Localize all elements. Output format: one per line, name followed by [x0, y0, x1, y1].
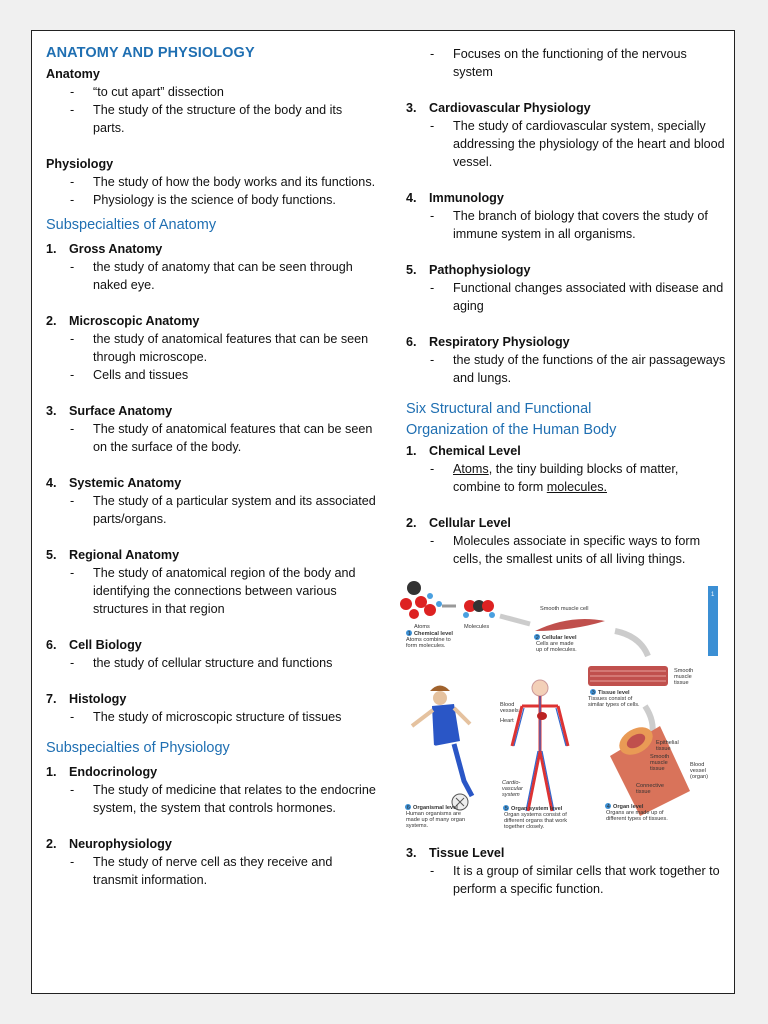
list-item: - Functional changes associated with disease and aging [430, 281, 724, 313]
molecules-icon [463, 600, 495, 618]
svg-text:Heart: Heart [500, 718, 514, 724]
svg-text:vessels: vessels [500, 708, 519, 714]
muscle-cell-icon [535, 619, 605, 631]
anatomy-label: Anatomy [46, 67, 100, 81]
cellular-level-caption: Cellular level [542, 635, 577, 641]
svg-text:together closely.: together closely. [504, 824, 545, 830]
svg-text:3: 3 [591, 690, 595, 696]
numbered-item: 4. Immunology [406, 191, 504, 205]
svg-text:system: system [502, 792, 520, 798]
svg-text:Organs are made up of: Organs are made up of [606, 810, 664, 816]
organ-level-caption: Organ level [613, 804, 644, 810]
list-item: - It is a group of similar cells that work together to perform a specific function. [430, 864, 720, 896]
svg-text:systems.: systems. [406, 823, 429, 829]
numbered-item: 2. Cellular Level [406, 516, 511, 530]
svg-text:Smooth: Smooth [650, 754, 670, 760]
molecules-label: Molecules [464, 624, 490, 630]
figure-illustration [400, 576, 720, 834]
muscle-tissue-icon [588, 666, 668, 686]
svg-text:Atoms combine to: Atoms combine to [406, 637, 451, 643]
list-item: - The study of how the body works and its functions. [70, 175, 376, 189]
list-item: - the study of anatomical features that can be seen through microscope. [70, 332, 369, 364]
page-title: ANATOMY AND PHYSIOLOGY [46, 45, 255, 61]
list-item: - Cells and tissues [70, 368, 189, 382]
document-page [31, 30, 735, 994]
chemical-level-caption: Chemical level [414, 631, 453, 637]
physiology-label: Physiology [46, 157, 114, 171]
svg-text:Connective: Connective [636, 783, 664, 789]
tab-number: 1 [711, 592, 715, 598]
section-heading-anatomy: Subspecialties of Anatomy [46, 217, 217, 233]
svg-text:(organ): (organ) [690, 774, 709, 780]
tissue-level-caption: Tissue level [598, 690, 630, 696]
svg-text:tissue: tissue [636, 789, 651, 795]
svg-text:2: 2 [535, 635, 539, 641]
list-item: - The study of a particular system and its associated parts/organs. [70, 494, 376, 526]
left-column [46, 45, 376, 889]
list-item: - The study of anatomical features that can be seen on the surface of the body. [70, 422, 373, 454]
svg-text:Tissues consist of: Tissues consist of [588, 696, 633, 702]
list-item: - The branch of biology that covers the study of immune system in all organisms. [430, 209, 708, 241]
svg-text:different types of tissues.: different types of tissues. [606, 816, 668, 822]
numbered-item: 3. Surface Anatomy [46, 404, 173, 418]
list-item: - The study of anatomical region of the body and identifying the connections between various structures in that region [70, 566, 356, 616]
list-item: - The study of nerve cell as they receive and transmit information. [70, 855, 333, 887]
svg-text:6: 6 [406, 805, 410, 811]
numbered-item: 3. Tissue Level [406, 846, 505, 860]
svg-text:1: 1 [407, 631, 411, 637]
svg-text:muscle: muscle [674, 674, 692, 680]
list-item: - “to cut apart” dissection [70, 85, 224, 99]
svg-text:similar types of cells.: similar types of cells. [588, 702, 640, 708]
list-item: - The study of medicine that relates to the endocrine system, the system that controls hormones. [70, 783, 376, 815]
svg-text:vascular: vascular [502, 786, 523, 792]
organ-system-level-caption: Organ system level [511, 806, 563, 812]
organismal-level-caption: Organismal level [413, 805, 458, 811]
list-item: - The study of microscopic structure of tissues [70, 710, 342, 724]
soccer-player-icon [406, 686, 472, 811]
numbered-item: 1. Endocrinology [46, 765, 158, 779]
svg-text:up of molecules.: up of molecules. [536, 647, 577, 653]
smooth-muscle-cell-label: Smooth muscle cell [540, 606, 589, 612]
list-item: - Atoms, the tiny building blocks of matter, combine to form molecules. [430, 462, 679, 494]
list-item: - the study of anatomy that can be seen through naked eye. [70, 260, 353, 292]
svg-text:Smooth: Smooth [674, 668, 694, 674]
svg-text:tissue: tissue [674, 680, 689, 686]
atoms-icon [400, 581, 442, 619]
list-item: - Focuses on the functioning of the nervous system [430, 47, 687, 79]
numbered-item: 2. Microscopic Anatomy [46, 314, 200, 328]
svg-text:Epithelial: Epithelial [656, 740, 679, 746]
numbered-item: 2. Neurophysiology [46, 837, 172, 851]
atoms-label: Atoms [414, 624, 430, 630]
numbered-item: 6. Respiratory Physiology [406, 335, 570, 349]
list-item: - Molecules associate in specific ways to form cells, the smallest units of all living things. [430, 534, 701, 566]
section-heading-physiology: Subspecialties of Physiology [46, 740, 230, 756]
svg-text:form molecules.: form molecules. [406, 643, 446, 649]
svg-text:tissue: tissue [656, 746, 671, 752]
svg-text:Blood: Blood [500, 702, 515, 708]
numbered-item: 7. Histology [46, 692, 127, 706]
svg-text:muscle: muscle [650, 760, 668, 766]
numbered-item: 4. Systemic Anatomy [46, 476, 182, 490]
section-heading-levels: Six Structural and Functional Organization of the Human Body [406, 401, 617, 438]
list-item: - Physiology is the science of body functions. [70, 193, 336, 207]
numbered-item: 3. Cardiovascular Physiology [406, 101, 591, 115]
svg-text:tissue: tissue [650, 766, 665, 772]
levels-of-organization-figure [400, 576, 720, 834]
numbered-item: 5. Regional Anatomy [46, 548, 180, 562]
svg-text:Human organisms are: Human organisms are [406, 811, 462, 817]
numbered-item: 1. Chemical Level [406, 444, 521, 458]
svg-text:5: 5 [504, 806, 508, 812]
svg-text:4: 4 [606, 804, 610, 810]
svg-text:Cells are made: Cells are made [536, 641, 574, 647]
right-column [406, 45, 726, 898]
svg-text:Organ systems consist of: Organ systems consist of [504, 812, 567, 818]
svg-text:Cardio-: Cardio- [502, 780, 521, 786]
numbered-item: 1. Gross Anatomy [46, 242, 163, 256]
list-item: - the study of the functions of the air passageways and lungs. [430, 353, 726, 385]
list-item: - The study of cardiovascular system, specially addressing the physiology of the heart and blood vessel. [430, 119, 725, 169]
numbered-item: 5. Pathophysiology [406, 263, 531, 277]
list-item: - the study of cellular structure and functions [70, 656, 333, 670]
svg-text:made up of many organ: made up of many organ [406, 817, 466, 823]
svg-text:different organs that work: different organs that work [504, 818, 568, 824]
numbered-item: 6. Cell Biology [46, 638, 142, 652]
list-item: - The study of the structure of the body and its parts. [70, 103, 343, 135]
svg-text:Blood: Blood [690, 762, 705, 768]
svg-text:vessel: vessel [690, 768, 706, 774]
